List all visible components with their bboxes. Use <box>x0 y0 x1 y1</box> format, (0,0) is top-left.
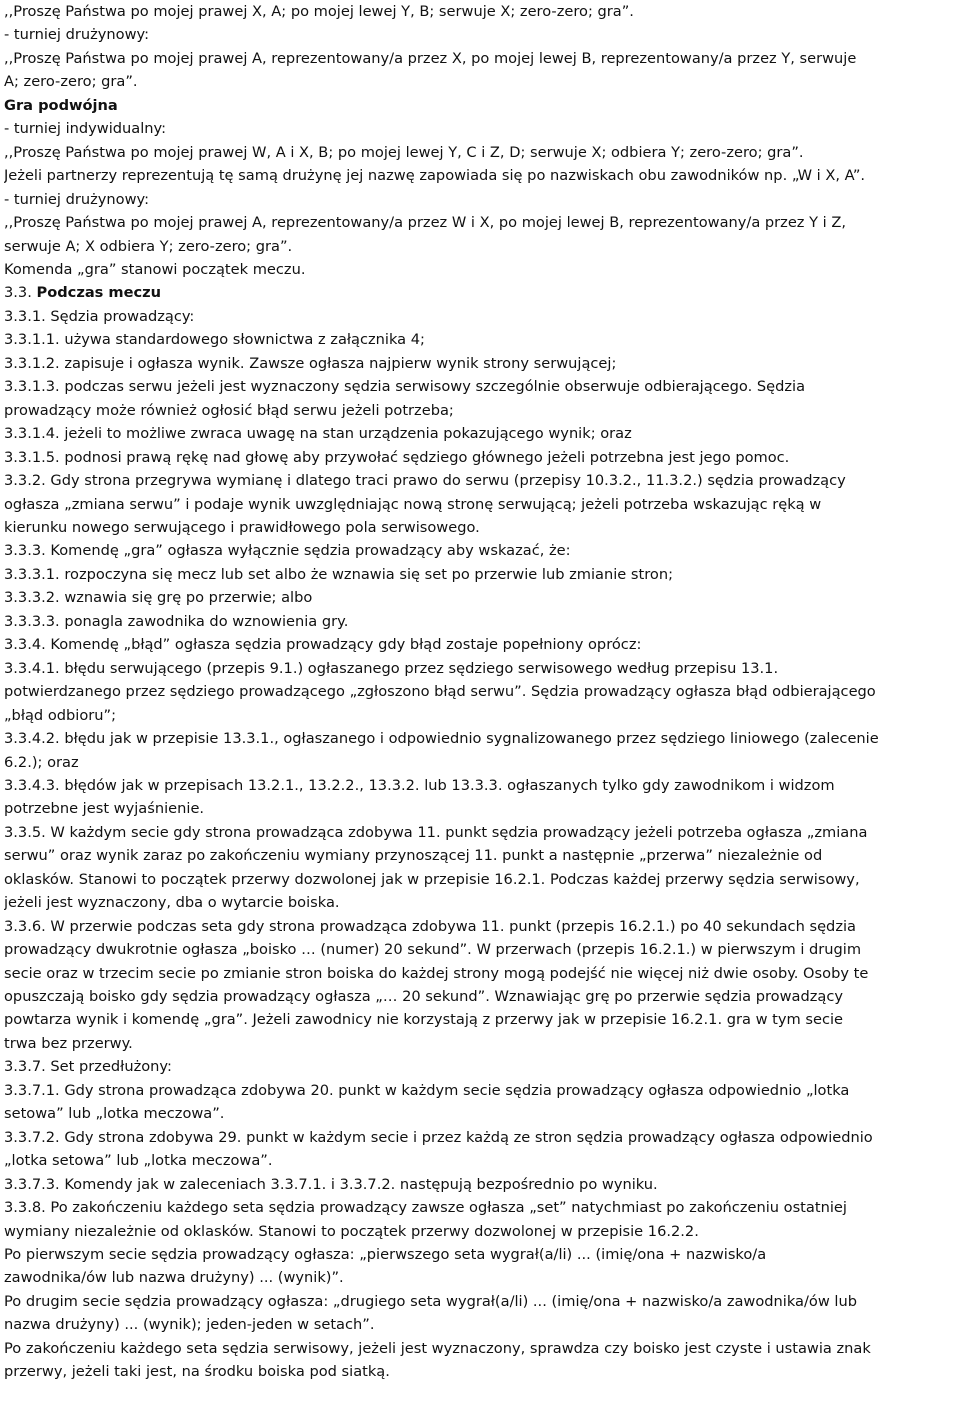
line-text: Po drugim secie sędzia prowadzący ogłasza: „drugiego seta wygrał(a/li) ... (imię/ona + nazwisko/a zawodnika/ów lub <box>4 1292 857 1310</box>
line-text: 3.3.7.3. Komendy jak w zaleceniach 3.3.7.1. i 3.3.7.2. następują bezpośrednio po wyniku. <box>4 1175 658 1193</box>
line-text: nazwa drużyny) ... (wynik); jeden-jeden w setach”. <box>4 1316 375 1334</box>
line-text: ,,Proszę Państwa po mojej prawej X, A; po mojej lewej Y, B; serwuje X; zero-zero; gra”. <box>4 3 634 20</box>
line-text: 3.3.6. W przerwie podczas seta gdy strona prowadząca zdobywa 11. punkt (przepis 16.2.1.) po 40 sekundach sędzia <box>4 917 856 935</box>
text-line <box>4 1243 960 1266</box>
section-heading: Podczas meczu <box>36 284 162 302</box>
line-text: 3.3.3.1. rozpoczyna się mecz lub set albo że wznawia się set po przerwie lub zmianie stron; <box>4 565 674 583</box>
text-line <box>4 70 960 93</box>
line-text: 3.3.4.2. błędu jak w przepisie 13.3.1., ogłaszanego i odpowiednio sygnalizowanego przez sędziego liniowego (zalecenie <box>4 730 879 748</box>
line-text: A; zero-zero; gra”. <box>4 73 138 91</box>
text-line <box>4 985 960 1008</box>
line-text: ,,Proszę Państwa po mojej prawej A, reprezentowany/a przez X, po mojej lewej B, reprezentowany/a przez Y, serwuje <box>4 49 857 67</box>
text-line <box>4 891 960 914</box>
text-line <box>4 1266 960 1289</box>
line-text: setowa” lub „lotka meczowa”. <box>4 1105 225 1123</box>
line-text: przerwy, jeżeli taki jest, na środku boiska pod siatką. <box>4 1363 390 1381</box>
text-line <box>4 680 960 703</box>
text-line <box>4 211 960 234</box>
text-line <box>4 422 960 445</box>
text-line <box>4 1102 960 1125</box>
text-line <box>4 751 960 774</box>
line-text: powtarza wynik i komendę „gra”. Jeżeli zawodnicy nie korzystają z przerwy jak w przepisie 16.2.1. gra w tym secie <box>4 1011 844 1029</box>
line-text: 3.3.4. Komendę „błąd” ogłasza sędzia prowadzący gdy błąd zostaje popełniony oprócz: <box>4 636 642 654</box>
text-line <box>4 0 960 23</box>
text-line <box>4 657 960 680</box>
text-line <box>4 1220 960 1243</box>
line-text: 3.3.7. Set przedłużony: <box>4 1058 172 1076</box>
text-line <box>4 258 960 281</box>
line-text: ,,Proszę Państwa po mojej prawej W, A i X, B; po mojej lewej Y, C i Z, D; serwuje X; odbiera Y; zero-zero; gra”. <box>4 143 804 161</box>
line-text: ogłasza „zmiana serwu” i podaje wynik uwzględniając nową stronę serwującą; jeżeli potrzeba wskazując ręką w <box>4 495 822 513</box>
text-line <box>4 305 960 328</box>
line-text: 3.3. <box>4 284 37 302</box>
line-text: potrzebne jest wyjaśnienie. <box>4 800 205 818</box>
line-text: serwuje A; X odbiera Y; zero-zero; gra”. <box>4 237 293 255</box>
line-text: 3.3.3.2. wznawia się grę po przerwie; albo <box>4 589 313 607</box>
line-text: secie oraz w trzecim secie po zmianie stron boiska do każdej strony mogą podejść nie więcej niż dwie osoby. Osoby te <box>4 964 869 982</box>
text-line <box>4 188 960 211</box>
text-line <box>4 281 960 304</box>
line-text: 3.3.1. Sędzia prowadzący: <box>4 307 195 325</box>
line-text: Po zakończeniu każdego seta sędzia serwisowy, jeżeli jest wyznaczony, sprawdza czy boisko jest czyste i ustawia znak <box>4 1339 871 1357</box>
text-line <box>4 399 960 422</box>
text-line <box>4 821 960 844</box>
line-text: 3.3.1.2. zapisuje i ogłasza wynik. Zawsze ogłasza najpierw wynik strony serwującej; <box>4 354 617 372</box>
line-text: opuszczają boisko gdy sędzia prowadzący ogłasza „… 20 sekund”. Wznawiając grę po przerwie sędzia prowadzący <box>4 988 844 1006</box>
text-line <box>4 1337 960 1360</box>
text-line <box>4 1173 960 1196</box>
text-line <box>4 868 960 891</box>
line-text: - turniej drużynowy: <box>4 26 150 44</box>
line-text: oklasków. Stanowi to początek przerwy dozwolonej jak w przepisie 16.2.1. Podczas każdej przerwy sędzia serwisowy, <box>4 870 860 888</box>
text-line <box>4 1360 960 1383</box>
text-line <box>4 235 960 258</box>
line-text: 3.3.1.5. podnosi prawą rękę nad głowę aby przywołać sędziego głównego jeżeli potrzebna jest jego pomoc. <box>4 448 790 466</box>
line-text: ,,Proszę Państwa po mojej prawej A, reprezentowany/a przez W i X, po mojej lewej B, reprezentowany/a przez Y i Z, <box>4 214 846 232</box>
text-line <box>4 164 960 187</box>
text-line <box>4 962 960 985</box>
text-line <box>4 539 960 562</box>
line-text: jeżeli jest wyznaczony, dba o wytarcie boiska. <box>4 894 340 912</box>
text-line <box>4 352 960 375</box>
line-text: serwu” oraz wynik zaraz po zakończeniu wymiany przynoszącej 11. punkt a następnie „przerwa” niezależnie od <box>4 847 823 865</box>
text-line <box>4 493 960 516</box>
text-line <box>4 844 960 867</box>
text-line <box>4 141 960 164</box>
text-line <box>4 47 960 70</box>
line-text: „lotka setowa” lub „lotka meczowa”. <box>4 1152 273 1170</box>
line-text: „błąd odbioru”; <box>4 706 116 724</box>
line-text: 3.3.3. Komendę „gra” ogłasza wyłącznie sędzia prowadzący aby wskazać, że: <box>4 542 571 560</box>
line-text: 3.3.1.4. jeżeli to możliwe zwraca uwagę na stan urządzenia pokazującego wynik; oraz <box>4 425 632 443</box>
line-text: potwierdzanego przez sędziego prowadzącego „zgłoszono błąd serwu”. Sędzia prowadzący ogłasza błąd odbierającego <box>4 683 876 701</box>
line-text: 6.2.); oraz <box>4 753 79 771</box>
text-line <box>4 469 960 492</box>
text-line <box>4 938 960 961</box>
line-text: 3.3.2. Gdy strona przegrywa wymianę i dlatego traci prawo do serwu (przepisy 10.3.2., 11.3.2.) sędzia prowadzący <box>4 472 846 490</box>
line-text: 3.3.8. Po zakończeniu każdego seta sędzia prowadzący zawsze ogłasza „set” natychmiast po zakończeniu ostatniej <box>4 1199 847 1217</box>
text-line <box>4 610 960 633</box>
text-line <box>4 446 960 469</box>
text-line <box>4 375 960 398</box>
text-line <box>4 23 960 46</box>
line-text: - turniej drużynowy: <box>4 190 150 208</box>
line-text: 3.3.7.1. Gdy strona prowadząca zdobywa 20. punkt w każdym secie sędzia prowadzący ogłasza odpowiednio „lotka <box>4 1081 850 1099</box>
line-text: Komenda „gra” stanowi początek meczu. <box>4 260 306 278</box>
text-line <box>4 586 960 609</box>
text-line <box>4 774 960 797</box>
text-line <box>4 1290 960 1313</box>
text-line <box>4 797 960 820</box>
line-text: Po pierwszym secie sędzia prowadzący ogłasza: „pierwszego seta wygrał(a/li) ... (imię/ona + nazwisko/a <box>4 1246 767 1264</box>
text-line <box>4 915 960 938</box>
line-text: prowadzący dwukrotnie ogłasza „boisko … (numer) 20 sekund”. W przerwach (przepis 16.2.1.) w pierwszym i drugim <box>4 941 862 959</box>
line-text: 3.3.3.3. ponagla zawodnika do wznowienia gry. <box>4 612 349 630</box>
line-text: wymiany niezależnie od oklasków. Stanowi to początek przerwy dozwolonej w przepisie 16.2.2. <box>4 1222 699 1240</box>
text-line <box>4 633 960 656</box>
text-line <box>4 117 960 140</box>
line-text: trwa bez przerwy. <box>4 1034 133 1052</box>
text-line <box>4 328 960 351</box>
text-line <box>4 1032 960 1055</box>
text-line <box>4 1196 960 1219</box>
line-text: 3.3.4.1. błędu serwującego (przepis 9.1.) ogłaszanego przez sędziego serwisowego według przepisu 13.1. <box>4 659 779 677</box>
text-line <box>4 704 960 727</box>
text-line <box>4 1055 960 1078</box>
text-line <box>4 516 960 539</box>
text-line <box>4 727 960 750</box>
line-text: Jeżeli partnerzy reprezentują tę samą drużynę jej nazwę zapowiada się po nazwiskach obu zawodników np. „W i X, A”. <box>4 167 866 185</box>
line-text: 3.3.5. W każdym secie gdy strona prowadząca zdobywa 11. punkt sędzia prowadzący jeżeli potrzeba ogłasza „zmiana <box>4 823 868 841</box>
text-line <box>4 1126 960 1149</box>
text-line <box>4 1313 960 1336</box>
line-text: 3.3.7.2. Gdy strona zdobywa 29. punkt w każdym secie i przez każdą ze stron sędzia prowadzący ogłasza odpowiednio <box>4 1128 873 1146</box>
line-text: Gra podwójna <box>4 96 118 114</box>
line-text: zawodnika/ów lub nazwa drużyny) ... (wynik)”. <box>4 1269 344 1287</box>
text-line <box>4 1079 960 1102</box>
text-line <box>4 94 960 117</box>
line-text: 3.3.1.3. podczas serwu jeżeli jest wyznaczony sędzia serwisowy szczególnie obserwuje odbierającego. Sędzia <box>4 378 806 396</box>
line-text: 3.3.1.1. używa standardowego słownictwa z załącznika 4; <box>4 331 425 349</box>
text-line <box>4 1008 960 1031</box>
line-text: kierunku nowego serwującego i prawidłowego pola serwisowego. <box>4 518 480 536</box>
text-line <box>4 563 960 586</box>
line-text: - turniej indywidualny: <box>4 120 167 138</box>
text-line <box>4 1149 960 1172</box>
line-text: 3.3.4.3. błędów jak w przepisach 13.2.1., 13.2.2., 13.3.2. lub 13.3.3. ogłaszanych tylko gdy zawodnikom i widzom <box>4 776 835 794</box>
line-text: prowadzący może również ogłosić błąd serwu jeżeli potrzeba; <box>4 401 454 419</box>
